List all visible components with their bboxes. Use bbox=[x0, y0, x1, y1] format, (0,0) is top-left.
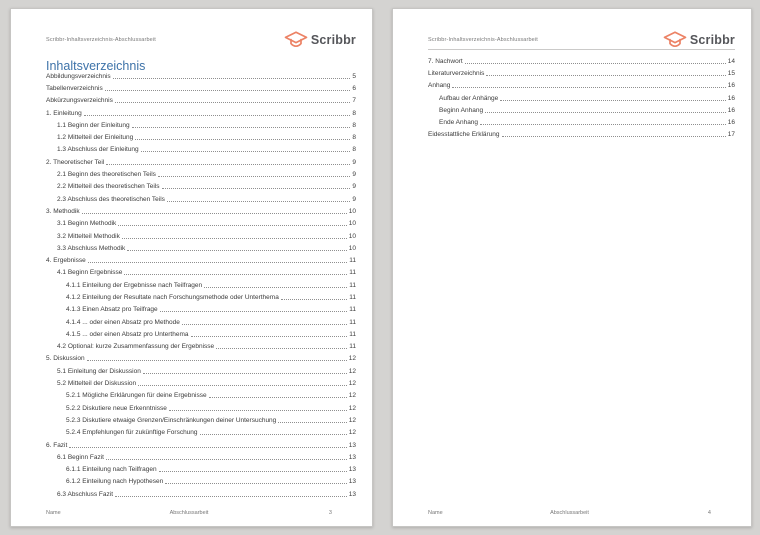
dot-leader bbox=[159, 471, 347, 472]
toc-entry-label: 4.1.1 Einteilung der Ergebnisse nach Teilfragen bbox=[66, 281, 203, 289]
toc-entry-label: 5.2 Mittelteil der Diskussion bbox=[57, 380, 137, 388]
toc-entry-label: 6.3 Abschluss Fazit bbox=[57, 490, 113, 498]
toc-entry-label: 6.1.1 Einteilung nach Teilfragen bbox=[66, 466, 157, 474]
dot-leader bbox=[169, 410, 347, 411]
toc-entry[interactable] bbox=[46, 242, 356, 254]
toc-entry-page: 16 bbox=[727, 94, 735, 102]
toc-entry[interactable] bbox=[46, 316, 356, 328]
toc-entry[interactable] bbox=[46, 230, 356, 242]
toc-entry-page: 16 bbox=[727, 82, 735, 90]
toc-entry-page: 17 bbox=[727, 131, 735, 139]
toc-entry-page: 12 bbox=[348, 355, 356, 363]
toc-entry-label: 1. Einleitung bbox=[46, 109, 82, 117]
footer-name: Name bbox=[46, 510, 61, 516]
toc-entry-page: 5 bbox=[352, 72, 356, 80]
toc-entry-label: 4.1 Beginn Ergebnisse bbox=[57, 269, 123, 277]
toc-entry-page: 9 bbox=[352, 171, 356, 179]
toc-entry-page: 13 bbox=[348, 478, 356, 486]
toc-entry-page: 12 bbox=[348, 367, 356, 375]
toc-entry-page: 8 bbox=[352, 146, 356, 154]
dot-leader bbox=[84, 115, 351, 116]
toc-entry[interactable] bbox=[46, 156, 356, 168]
toc-entry[interactable] bbox=[46, 107, 356, 119]
toc-entry[interactable] bbox=[428, 80, 735, 92]
toc-entry-label: 4.2 Optional: kurze Zusammenfassung der Ergebnisse bbox=[57, 343, 215, 351]
toc-entry-label: 4.1.3 Einen Absatz pro Teilfrage bbox=[66, 306, 158, 314]
footer-document-title: Abschlussarbeit bbox=[550, 510, 589, 516]
toc-entry[interactable] bbox=[46, 304, 356, 316]
toc-entry-label: 1.2 Mittelteil der Einleitung bbox=[57, 134, 134, 142]
toc-entry[interactable] bbox=[46, 488, 356, 500]
toc-entry-page: 11 bbox=[349, 330, 356, 338]
toc-entry-label: 5. Diskussion bbox=[46, 355, 85, 363]
graduation-cap-icon bbox=[284, 31, 308, 50]
header-title: Scribbr-Inhaltsverzeichnis-Abschlussarbeit bbox=[46, 37, 156, 43]
toc-list bbox=[428, 55, 735, 141]
dot-leader bbox=[141, 151, 351, 152]
dot-leader bbox=[500, 100, 725, 101]
toc-entry[interactable] bbox=[46, 82, 356, 94]
toc-entry-label: 3.2 Mittelteil Methodik bbox=[57, 232, 120, 240]
dot-leader bbox=[165, 483, 347, 484]
toc-entry-page: 12 bbox=[348, 380, 356, 388]
dot-leader bbox=[143, 373, 347, 374]
toc-entry-label: 4.1.5 ... oder einen Absatz pro Unterthema bbox=[66, 330, 189, 338]
dot-leader bbox=[191, 336, 348, 337]
toc-entry-label: Abbildungsverzeichnis bbox=[46, 72, 111, 80]
toc-entry[interactable] bbox=[46, 427, 356, 439]
toc-entry-label: Abkürzungsverzeichnis bbox=[46, 97, 113, 105]
toc-heading: Inhaltsverzeichnis bbox=[46, 59, 146, 73]
toc-entry-page: 13 bbox=[348, 441, 356, 449]
toc-entry-label: 6.1.2 Einteilung nach Hypothesen bbox=[66, 478, 164, 486]
toc-entry-page: 8 bbox=[352, 134, 356, 142]
toc-entry[interactable] bbox=[46, 168, 356, 180]
toc-entry-label: 2.1 Beginn des theoretischen Teils bbox=[57, 171, 156, 179]
toc-entry-label: 5.1 Einleitung der Diskussion bbox=[57, 367, 141, 375]
toc-entry-label: Anhang bbox=[428, 82, 451, 90]
toc-entry-label: 3.1 Beginn Methodik bbox=[57, 220, 117, 228]
dot-leader bbox=[124, 274, 347, 275]
dot-leader bbox=[200, 434, 347, 435]
toc-entry-label: 4.1.4 ... oder einen Absatz pro Methode bbox=[66, 318, 180, 326]
scribbr-logo bbox=[663, 31, 735, 50]
toc-entry-page: 11 bbox=[349, 281, 356, 289]
dot-leader bbox=[485, 112, 726, 113]
toc-entry-label: 7. Nachwort bbox=[428, 57, 463, 65]
toc-entry[interactable] bbox=[46, 267, 356, 279]
toc-entry[interactable] bbox=[46, 328, 356, 340]
toc-entry-label: 2.3 Abschluss des theoretischen Teils bbox=[57, 195, 165, 203]
toc-entry-label: 1.3 Abschluss der Einleitung bbox=[57, 146, 139, 154]
toc-entry-label: Ende Anhang bbox=[439, 119, 479, 127]
toc-entry-page: 12 bbox=[348, 416, 356, 424]
dot-leader bbox=[216, 348, 347, 349]
toc-entry-page: 11 bbox=[349, 343, 356, 351]
dot-leader bbox=[278, 422, 346, 423]
toc-entry-label: Literaturverzeichnis bbox=[428, 69, 485, 77]
document-page-3 bbox=[10, 8, 373, 527]
toc-entry-page: 10 bbox=[348, 220, 356, 228]
toc-entry-label: 5.2.2 Diskutiere neue Erkenntnisse bbox=[66, 404, 167, 412]
toc-entry-page: 10 bbox=[348, 244, 356, 252]
dot-leader bbox=[167, 201, 350, 202]
dot-leader bbox=[162, 188, 351, 189]
dot-leader bbox=[87, 360, 347, 361]
toc-entry-page: 9 bbox=[352, 195, 356, 203]
toc-entry[interactable] bbox=[46, 353, 356, 365]
dot-leader bbox=[113, 78, 351, 79]
toc-entry[interactable] bbox=[46, 181, 356, 193]
toc-entry[interactable] bbox=[46, 451, 356, 463]
page-footer bbox=[46, 510, 356, 516]
toc-entry-page: 16 bbox=[727, 106, 735, 114]
toc-entry[interactable] bbox=[46, 414, 356, 426]
toc-entry[interactable] bbox=[46, 365, 356, 377]
toc-entry[interactable] bbox=[46, 144, 356, 156]
toc-entry[interactable] bbox=[428, 55, 735, 67]
dot-leader bbox=[127, 250, 346, 251]
dot-leader bbox=[158, 176, 350, 177]
dot-leader bbox=[115, 102, 351, 103]
toc-entry-label: Eidesstattliche Erklärung bbox=[428, 131, 500, 139]
toc-entry-label: 4. Ergebnisse bbox=[46, 257, 86, 265]
page-header bbox=[46, 30, 356, 50]
toc-entry-page: 11 bbox=[349, 318, 356, 326]
dot-leader bbox=[135, 139, 350, 140]
toc-entry[interactable] bbox=[46, 119, 356, 131]
toc-entry[interactable] bbox=[46, 254, 356, 266]
dot-leader bbox=[138, 385, 347, 386]
dot-leader bbox=[452, 87, 725, 88]
toc-entry[interactable] bbox=[46, 70, 356, 82]
toc-entry[interactable] bbox=[46, 95, 356, 107]
dot-leader bbox=[182, 324, 347, 325]
page-header bbox=[428, 30, 735, 50]
dot-leader bbox=[502, 136, 726, 137]
logo-wordmark: Scribbr bbox=[689, 33, 735, 47]
toc-entry-label: 6. Fazit bbox=[46, 441, 68, 449]
toc-entry-label: 5.2.1 Mögliche Erklärungen für deine Ergebnisse bbox=[66, 392, 207, 400]
toc-entry[interactable] bbox=[46, 218, 356, 230]
dot-leader bbox=[486, 75, 725, 76]
toc-list bbox=[46, 70, 356, 500]
toc-entry-label: 6.1 Beginn Fazit bbox=[57, 453, 104, 461]
toc-entry-page: 12 bbox=[348, 392, 356, 400]
toc-entry-label: 5.2.3 Diskutiere etwaige Grenzen/Einschränkungen deiner Untersuchung bbox=[66, 416, 277, 424]
toc-entry-label: 5.2.4 Empfehlungen für zukünftige Forschung bbox=[66, 429, 198, 437]
dot-leader bbox=[118, 225, 347, 226]
dot-leader bbox=[465, 63, 726, 64]
dot-leader bbox=[132, 127, 351, 128]
dot-leader bbox=[106, 459, 347, 460]
toc-entry[interactable] bbox=[46, 279, 356, 291]
toc-entry[interactable] bbox=[46, 205, 356, 217]
dot-leader bbox=[209, 397, 347, 398]
dot-leader bbox=[281, 299, 347, 300]
toc-entry-page: 11 bbox=[349, 269, 356, 277]
toc-entry-page: 15 bbox=[727, 69, 735, 77]
toc-entry[interactable] bbox=[428, 104, 735, 116]
footer-name: Name bbox=[428, 510, 443, 516]
toc-entry[interactable] bbox=[428, 92, 735, 104]
toc-entry-label: 4.1.2 Einteilung der Resultate nach Forschungsmethode oder Unterthema bbox=[66, 293, 279, 301]
toc-entry-page: 12 bbox=[348, 404, 356, 412]
toc-entry-page: 9 bbox=[352, 158, 356, 166]
dot-leader bbox=[480, 124, 726, 125]
toc-entry-label: 3.3 Abschluss Methodik bbox=[57, 244, 126, 252]
toc-entry[interactable] bbox=[46, 377, 356, 389]
toc-entry-page: 8 bbox=[352, 121, 356, 129]
toc-entry[interactable] bbox=[46, 291, 356, 303]
toc-entry[interactable] bbox=[46, 193, 356, 205]
dot-leader bbox=[160, 311, 348, 312]
toc-entry-page: 11 bbox=[349, 306, 356, 314]
toc-entry-page: 6 bbox=[352, 84, 356, 92]
toc-entry-page: 9 bbox=[352, 183, 356, 191]
document-page-4 bbox=[392, 8, 752, 527]
toc-entry-page: 13 bbox=[348, 466, 356, 474]
toc-entry[interactable] bbox=[428, 129, 735, 141]
dot-leader bbox=[105, 90, 351, 91]
toc-entry[interactable] bbox=[46, 390, 356, 402]
toc-entry-page: 13 bbox=[348, 453, 356, 461]
dot-leader bbox=[69, 447, 346, 448]
dot-leader bbox=[115, 496, 347, 497]
page-footer bbox=[428, 510, 735, 516]
toc-entry-label: 2. Theoretischer Teil bbox=[46, 158, 105, 166]
toc-entry-page: 11 bbox=[349, 257, 356, 265]
dot-leader bbox=[82, 213, 347, 214]
dot-leader bbox=[122, 238, 347, 239]
footer-page-number: 4 bbox=[707, 510, 711, 516]
toc-entry-page: 12 bbox=[348, 429, 356, 437]
toc-entry-page: 10 bbox=[348, 207, 356, 215]
header-divider bbox=[428, 49, 735, 50]
toc-entry[interactable] bbox=[428, 67, 735, 79]
toc-entry-label: Aufbau der Anhänge bbox=[439, 94, 499, 102]
dot-leader bbox=[88, 262, 348, 263]
toc-entry[interactable] bbox=[428, 116, 735, 128]
toc-entry-page: 14 bbox=[727, 57, 735, 65]
dot-leader bbox=[106, 164, 350, 165]
toc-entry-page: 16 bbox=[727, 119, 735, 127]
footer-page-number: 3 bbox=[328, 510, 332, 516]
toc-entry-label: Beginn Anhang bbox=[439, 106, 484, 114]
header-title: Scribbr-Inhaltsverzeichnis-Abschlussarbeit bbox=[428, 37, 538, 43]
toc-entry[interactable] bbox=[46, 476, 356, 488]
graduation-cap-icon bbox=[663, 31, 687, 50]
dot-leader bbox=[204, 287, 347, 288]
toc-entry-label: 1.1 Beginn der Einleitung bbox=[57, 121, 130, 129]
toc-entry-page: 13 bbox=[348, 490, 356, 498]
footer-document-title: Abschlussarbeit bbox=[169, 510, 209, 516]
toc-entry[interactable] bbox=[46, 464, 356, 476]
toc-entry-page: 7 bbox=[352, 97, 356, 105]
toc-entry[interactable] bbox=[46, 439, 356, 451]
toc-entry[interactable] bbox=[46, 402, 356, 414]
toc-entry-page: 10 bbox=[348, 232, 356, 240]
toc-entry-label: 2.2 Mittelteil des theoretischen Teils bbox=[57, 183, 160, 191]
scribbr-logo bbox=[284, 31, 356, 50]
toc-entry-label: Tabellenverzeichnis bbox=[46, 84, 103, 92]
toc-entry-label: 3. Methodik bbox=[46, 207, 80, 215]
toc-entry[interactable] bbox=[46, 131, 356, 143]
logo-wordmark: Scribbr bbox=[310, 33, 356, 47]
toc-entry-page: 8 bbox=[352, 109, 356, 117]
toc-entry-page: 11 bbox=[349, 293, 356, 301]
toc-entry[interactable] bbox=[46, 341, 356, 353]
